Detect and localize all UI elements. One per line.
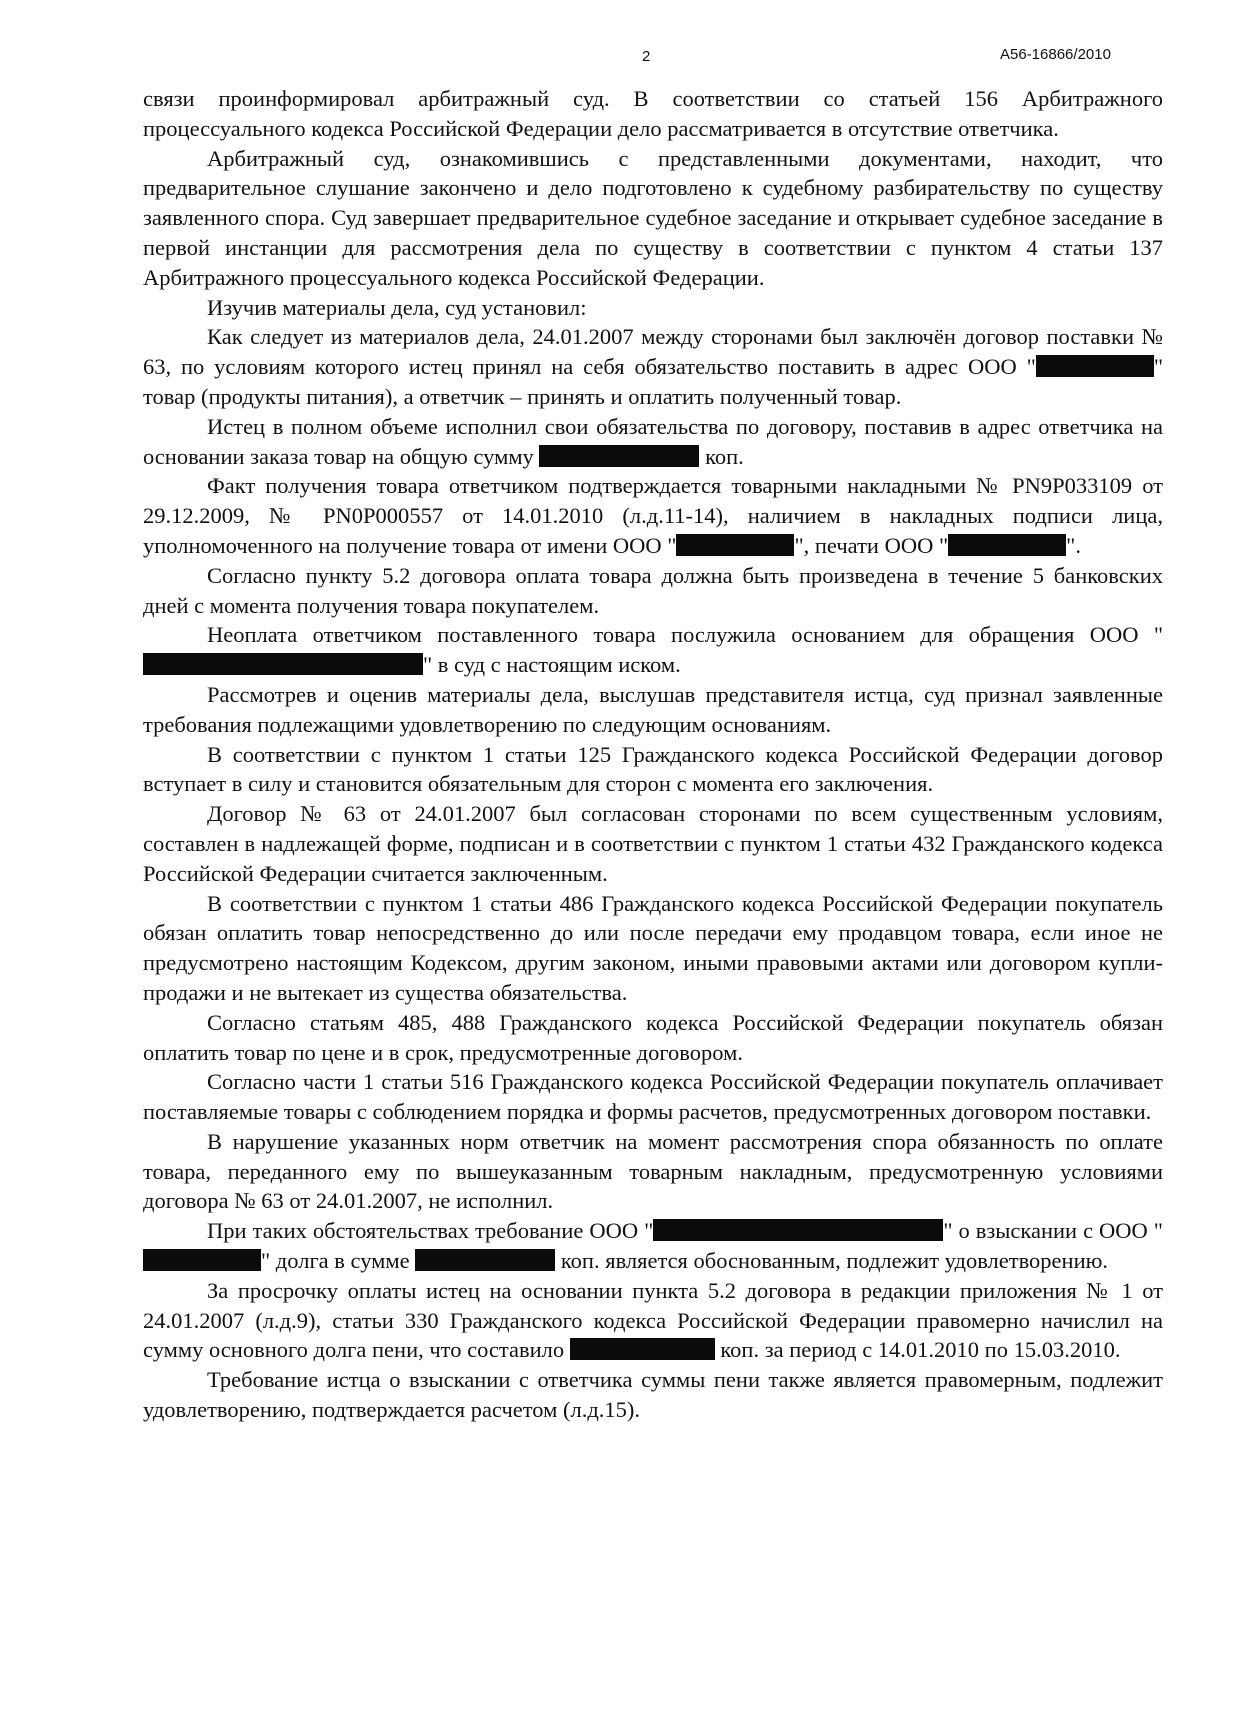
redaction-block [143, 653, 423, 675]
paragraph-text: В нарушение указанных норм ответчик на момент рассмотрения спора обязанность по оплате товара, переданного ему по вышеуказанным товарным накладным, предусмотренную условиями договора № 63 от 24.01.2007, не исполнил. [143, 1128, 1163, 1214]
redaction-block [676, 534, 794, 556]
document-body [143, 84, 1163, 1425]
paragraph-text: коп. за период с 14.01.2010 по 15.03.2010. [714, 1337, 1121, 1363]
redaction-block [415, 1249, 555, 1271]
paragraph-16 [143, 1216, 1163, 1276]
paragraph-18 [143, 1365, 1163, 1425]
page-number: 2 [642, 48, 651, 65]
redaction-block [653, 1219, 943, 1241]
redaction-block [143, 1249, 261, 1271]
redaction-block [948, 534, 1066, 556]
paragraph-text: Согласно части 1 статьи 516 Гражданского кодекса Российской Федерации покупатель оплачивает поставляемые товары с соблюдением порядка и формы расчетов, предусмотренных договором поставки. [143, 1069, 1163, 1125]
paragraph-text: Как следует из материалов дела, 24.01.2007 между сторонами был заключён договор поставки № 63, по условиям которого истец принял на себя обязательство поставить в адрес ООО " [143, 324, 1163, 380]
paragraph-7 [143, 561, 1163, 621]
paragraph-text: " товар (продукты питания), а ответчик – принять и оплатить полученный товар. [143, 354, 1163, 409]
paragraph-text: Истец в полном объеме исполнил свои обязательства по договору, поставив в адрес ответчика на основании заказа товар на общую сумму [143, 413, 1163, 469]
paragraph-text: В соответствии с пунктом 1 статьи 125 Гражданского кодекса Российской Федерации договор вступает в силу и становится обязательным для сторон с момента его заключения. [143, 741, 1163, 797]
paragraph-text: " долга в сумме [261, 1248, 416, 1274]
paragraph-text: ". [1066, 532, 1081, 558]
paragraph-text: Согласно пункту 5.2 договора оплата товара должна быть произведена в течение 5 банковских дней с момента получения товара покупателем. [143, 562, 1163, 618]
redaction-block [1036, 355, 1154, 377]
paragraph-2 [143, 144, 1163, 293]
paragraph-text: Изучив материалы дела, суд установил: [207, 294, 587, 320]
paragraph-text: Факт получения товара ответчиком подтверждается товарными накладными № PN9P033109 от 29.12.2009, № PN0P000557 от 14.01.2010 (л.д.11-14), наличием в накладных подписи лица, уполномоченного на получение товара от имени ООО " [143, 473, 1163, 558]
paragraph-text: В соответствии с пунктом 1 статьи 486 Гражданского кодекса Российской Федерации покупатель обязан оплатить товар непосредственно до или после передачи ему продавцом товара, если иное не предусмотрено настоящим Кодексом, другим законом, иными правовыми актами или договором купли-продажи и не вытекает из существа обязательства. [143, 890, 1163, 1005]
paragraph-1 [143, 84, 1163, 144]
redaction-block [539, 445, 699, 467]
paragraph-9 [143, 680, 1163, 740]
paragraph-11 [143, 799, 1163, 888]
case-number: А56-16866/2010 [1000, 46, 1111, 63]
paragraph-text: ", печати ООО " [794, 532, 949, 558]
paragraph-text: За просрочку оплаты истец на основании пункта 5.2 договора в редакции приложения № 1 от 24.01.2007 (л.д.9), статьи 330 Гражданского кодекса Российской Федерации правомерно начислил на сумму основного долга пени, что составило [143, 1277, 1163, 1363]
redaction-block [570, 1338, 715, 1360]
paragraph-text: " в суд с настоящим иском. [423, 652, 681, 678]
paragraph-text: коп. [699, 443, 744, 469]
paragraph-5 [143, 412, 1163, 472]
paragraph-15 [143, 1127, 1163, 1216]
paragraph-text: Согласно статьям 485, 488 Гражданского кодекса Российской Федерации покупатель обязан оплатить товар по цене и в срок, предусмотренные договором. [143, 1009, 1163, 1065]
paragraph-14 [143, 1067, 1163, 1127]
paragraph-text: Требование истца о взыскании с ответчика суммы пени также является правомерным, подлежит удовлетворению, подтверждается расчетом (л.д.15). [143, 1367, 1163, 1423]
paragraph-text: Договор № 63 от 24.01.2007 был согласован сторонами по всем существенным условиям, составлен в надлежащей форме, подписан и в соответствии с пунктом 1 статьи 432 Гражданского кодекса Российской Федерации считается заключенным. [143, 801, 1163, 886]
paragraph-text: коп. является обоснованным, подлежит удовлетворению. [555, 1248, 1109, 1274]
paragraph-3 [143, 293, 1163, 323]
paragraph-text: Арбитражный суд, ознакомившись с представленными документами, находит, что предварительное слушание закончено и дело подготовлено к судебному разбирательству по существу заявленного спора. Суд завершает предварительное судебное заседание и открывает судебное заседание в первой инстанции для рассмотрения дела по существу в соответствии с пунктом 4 статьи 137 Арбитражного процессуального кодекса Российской Федерации. [143, 145, 1163, 290]
paragraph-6 [143, 471, 1163, 560]
paragraph-text: " о взыскании с ООО " [943, 1218, 1163, 1244]
paragraph-10 [143, 740, 1163, 800]
paragraph-text: Рассмотрев и оценив материалы дела, выслушав представителя истца, суд признал заявленные требования подлежащими удовлетворению по следующим основаниям. [143, 681, 1163, 737]
paragraph-8 [143, 620, 1163, 680]
paragraph-17 [143, 1276, 1163, 1365]
paragraph-text: Неоплата ответчиком поставленного товара послужила основанием для обращения ООО " [207, 622, 1163, 648]
paragraph-text: При таких обстоятельствах требование ООО " [207, 1218, 654, 1244]
paragraph-13 [143, 1008, 1163, 1068]
paragraph-text: связи проинформировал арбитражный суд. В соответствии со статьей 156 Арбитражного процессуального кодекса Российской Федерации дело рассматривается в отсутствие ответчика. [143, 86, 1163, 141]
paragraph-4 [143, 322, 1163, 411]
paragraph-12 [143, 889, 1163, 1008]
